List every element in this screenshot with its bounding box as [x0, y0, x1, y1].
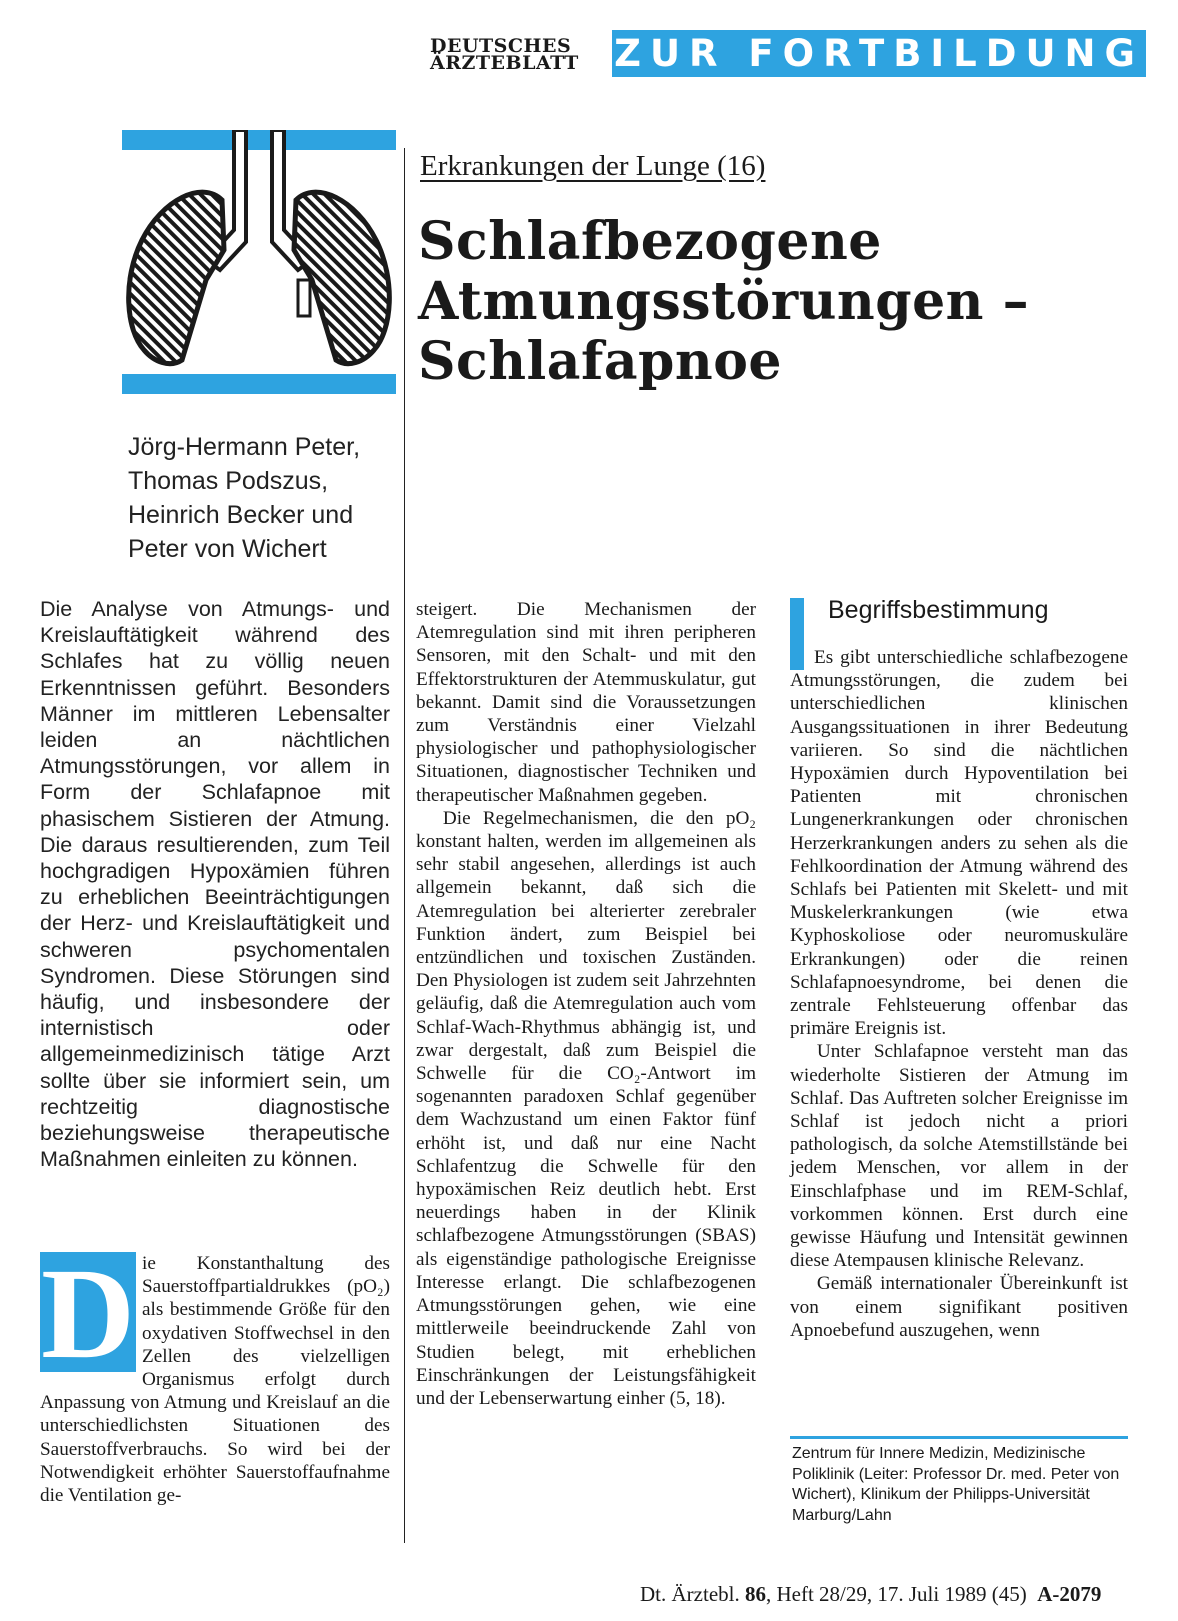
section-paragraph-1: Es gibt unterschiedliche schlafbezogene Atmungsstörungen, die zudem bei unterschiedlichen klinischen Ausgangssituationen in ihrer Bedeutung variieren. So sind die nächtlichen Hypoxämien durch Hypoventilation bei Patienten mit chronischen Lungenerkrankungen oder chronischen Herzerkrankungen anders zu sehen als die Fehlkoordination der Atmung während des Schlafs bei Patienten mit Skelett- und mit Muskelerkrankungen (wie etwa Kyphoskoliose oder neuromuskuläre Erkrankungen) oder die reinen Schlafapnoesyndrome, bei denen die zentrale Fehlsteuerung offenbar das primäre Ereignis ist. — [790, 647, 1128, 1040]
journal-masthead — [430, 35, 600, 74]
author-2: Thomas Podszus, — [128, 467, 329, 495]
body-col2-paragraph-1: steigert. Die Mechanismen der Atemregulation sind mit ihren peripheren Sensoren, mit den Schalt- und mit den Effektorstrukturen der Atemmuskulatur, gut bekannt. Damit sind die Voraussetzungen zum Verständnis einer Vielzahl physiologischer und pathophysiologischer Situationen, diagnostischer Techniken und therapeutischer Maßnahmen gegeben. — [416, 599, 756, 806]
lungs-graphic — [122, 130, 396, 410]
body-col2-paragraph-2: Die Regelmechanismen, die den pO₂ konstant halten, werden im allgemeinen als sehr stabil angesehen, allerdings ist auch allgemein bekannt, daß sich die Atemregulation bei alterierter zerebraler Funktion ändert, zum Beispiel bei entzündlichen und toxischen Zuständen. Den Physiologen ist zudem seit Jahrzehnten geläufig, daß die Atemregulation auch vom Schlaf-Wach-Rhythmus abhängig ist, und zwar dergestalt, daß zum Beispiel die Schwelle für die CO₂-Antwort im sogenannten paradoxen Schlaf gegenüber dem Wachzustand um einen Faktor fünf erhöht ist, und daß nur eine Nacht Schlafentzug die Schwelle für den hypoxämischen Reiz deutlich hebt. Erst neuerdings haben in der Klinik schlafbezogene Atmungsstörungen (SBAS) als eigenständige pathologische Ereignisse Interesse erlangt. Die schlafbezogenen Atmungsstörungen gehen, wie eine mittlerweile beeindruckende Zahl von Studien belegt, mit erheblichen Einschränkungen der Leistungsfähigkeit und der Lebenserwartung einher (5, 18). — [416, 807, 756, 1409]
footer-page-number: A-2079 — [1037, 1582, 1102, 1606]
body-column-1 — [40, 1242, 390, 1507]
author-1: Jörg-Hermann Peter, — [128, 433, 361, 461]
page-footer — [640, 1582, 1101, 1607]
footer-journal: Dt. Ärztebl. — [640, 1582, 740, 1606]
body-col1-text: ie Konstanthaltung des Sauerstoffpartialdrukkes (pO₂) als bestimmende Größe für den oxydativen Stoffwechsel in den Zellen des vielzelligen Organismus erfolgt durch Anpassung von Atmung und Kreislauf an die unterschiedlichsten Situationen des Sauerstoffverbrauchs. So wird bei der Notwendigkeit erhöhter Sauerstoffaufnahme die Ventilation ge- — [40, 1253, 390, 1507]
section-paragraph-2: Unter Schlafapnoe versteht man das wiederholte Sistieren der Atmung im Schlaf. Das Auftreten solcher Ereignisse im Schlaf ist jedoch nicht a priori pathologisch, da solche Atemstillstände bei jedem Menschen, vor allem in der Einschlafphase und im REM-Schlaf, vorkommen können. Erst durch eine gewisse Häufung und Intensität gewinnen diese Atempausen klinische Relevanz. — [790, 1041, 1128, 1272]
series-title: Erkrankungen der Lunge (16) — [420, 150, 766, 182]
lead-abstract: Die Analyse von Atmungs- und Kreislauftätigkeit während des Schlafes hat zu völlig neuen Erkenntnissen geführt. Besonders Männer im mittleren Lebensalter leiden an nächtlichen Atmungsstörungen, vor allem in Form der Schlafapnoe mit phasischem Sistieren der Atmung. Die daraus resultierenden, zum Teil hochgradigen Hypoxämien führen zu erheblichen Beeinträchtigungen der Herz- und Kreislauftätigkeit und schweren psychomentalen Syndromen. Diese Störungen sind häufig, und insbesondere der internistisch oder allgemeinmedizinisch tätige Arzt sollte über sie informiert sein, um rechtzeitig diagnostische beziehungsweise therapeutische Maßnahmen einleiten zu können. — [40, 597, 390, 1172]
author-4: Peter von Wichert — [128, 535, 327, 563]
column-divider — [404, 148, 405, 1543]
footer-volume: 86 — [744, 1582, 766, 1606]
author-affiliation: Zentrum für Innere Medizin, Medizinische Poliklinik (Leiter: Professor Dr. med. Peter von Wichert), Klinikum der Philipps-Universität Marburg/Lahn — [792, 1445, 1120, 1524]
affiliation-rule — [790, 1436, 1128, 1439]
drop-cap: D — [41, 1242, 135, 1386]
article-title — [418, 212, 1029, 392]
footer-issue: , Heft 28/29, 17. Juli 1989 (45) — [765, 1582, 1027, 1606]
body-column-2 — [416, 598, 756, 1410]
lungs-icon — [122, 130, 396, 410]
section-heading: Begriffsbestimmung — [828, 596, 1049, 624]
title-line-3: Schlafapnoe — [418, 331, 782, 392]
section-banner: ZUR FORTBILDUNG — [612, 30, 1146, 77]
title-line-1: Schlafbezogene — [418, 211, 882, 272]
author-list — [128, 430, 360, 566]
author-3: Heinrich Becker und — [128, 501, 354, 529]
logo-bottom-bar — [122, 374, 396, 394]
masthead-line-2: ÄRZTEBLATT — [430, 52, 579, 74]
title-line-2: Atmungsstörungen – — [418, 271, 1030, 332]
section-paragraph-3: Gemäß internationaler Übereinkunft ist von einem signifikant positiven Apnoebefund auszugehen, wenn — [790, 1273, 1128, 1341]
body-column-3 — [790, 646, 1128, 1342]
masthead-line-1: DEUTSCHES — [430, 35, 572, 57]
